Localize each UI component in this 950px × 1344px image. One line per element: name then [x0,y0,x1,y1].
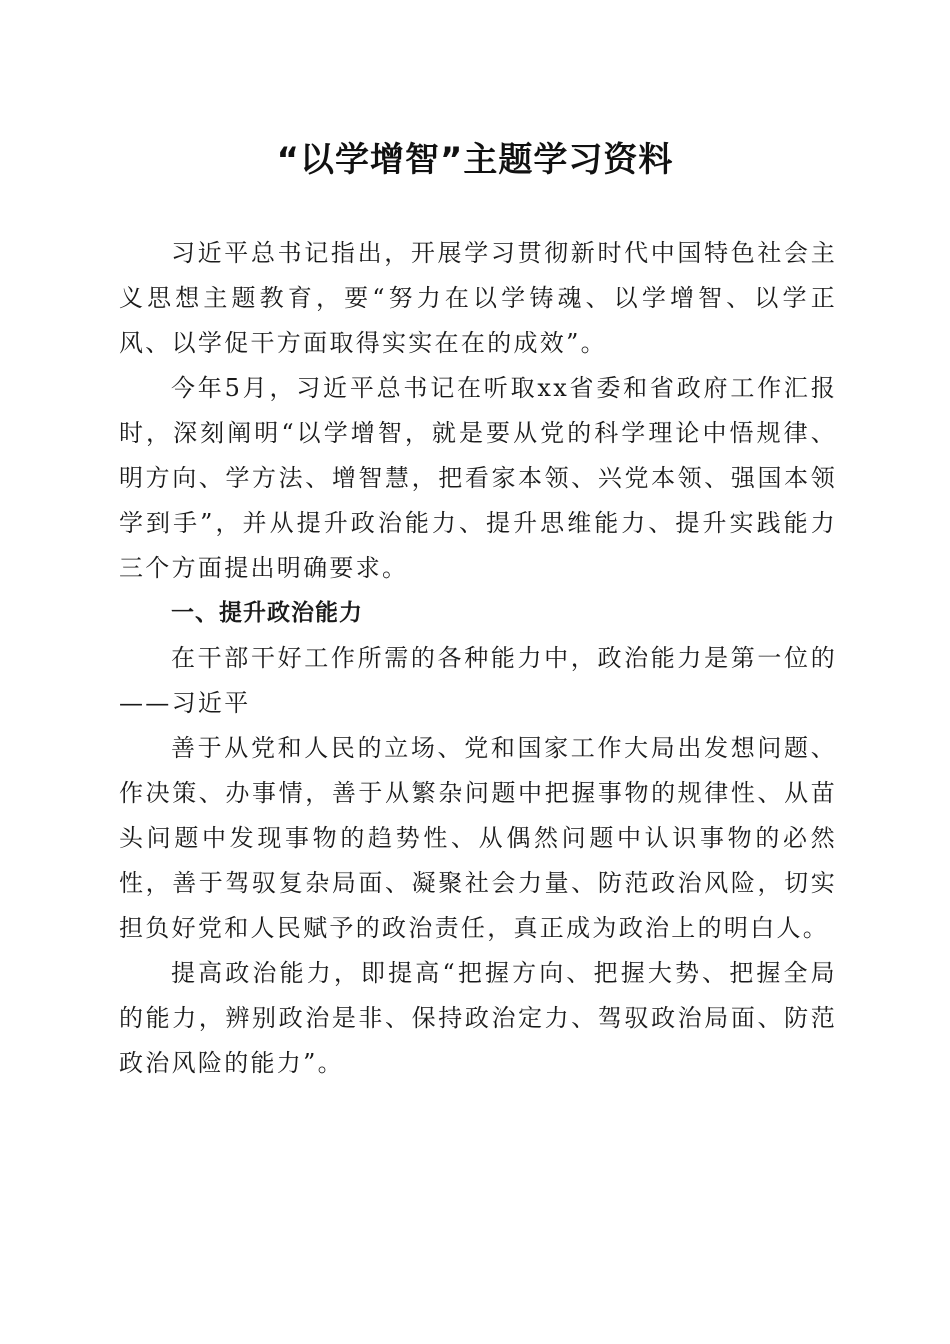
document-title: “以学增智”主题学习资料 [276,140,674,180]
paragraph-intro: 习近平总书记指出，开展学习贯彻新时代中国特色社会主义思想主题教育，要“努力在以学铸魂、以学增智、以学正风、以学促干方面取得实实在在的成效”。 [119,239,837,357]
document-body [119,231,837,1086]
paragraph-improve-ability: 提高政治能力，即提高“把握方向、把握大势、把握全局的能力，辨别政治是非、保持政治定力、驾驭政治局面、防范政治风险的能力”。 [119,959,837,1077]
paragraph-quote: 在干部干好工作所需的各种能力中，政治能力是第一位的——习近平 [119,644,837,717]
paragraph-political-ability: 善于从党和人民的立场、党和国家工作大局出发想问题、作决策、办事情，善于从繁杂问题中把握事物的规律性、从苗头问题中发现事物的趋势性、从偶然问题中认识事物的必然性，善于驾驭复杂局面、凝聚社会力量、防范政治风险，切实担负好党和人民赋予的政治责任，真正成为政治上的明白人。 [119,734,837,942]
paragraph-may-report: 今年5月，习近平总书记在听取xx省委和省政府工作汇报时，深刻阐明“以学增智，就是要从党的科学理论中悟规律、明方向、学方法、增智慧，把看家本领、兴党本领、强国本领学到手”，并从提升政治能力、提升思维能力、提升实践能力三个方面提出明确要求。 [119,374,837,582]
section-heading: 一、提升政治能力 [171,600,363,626]
